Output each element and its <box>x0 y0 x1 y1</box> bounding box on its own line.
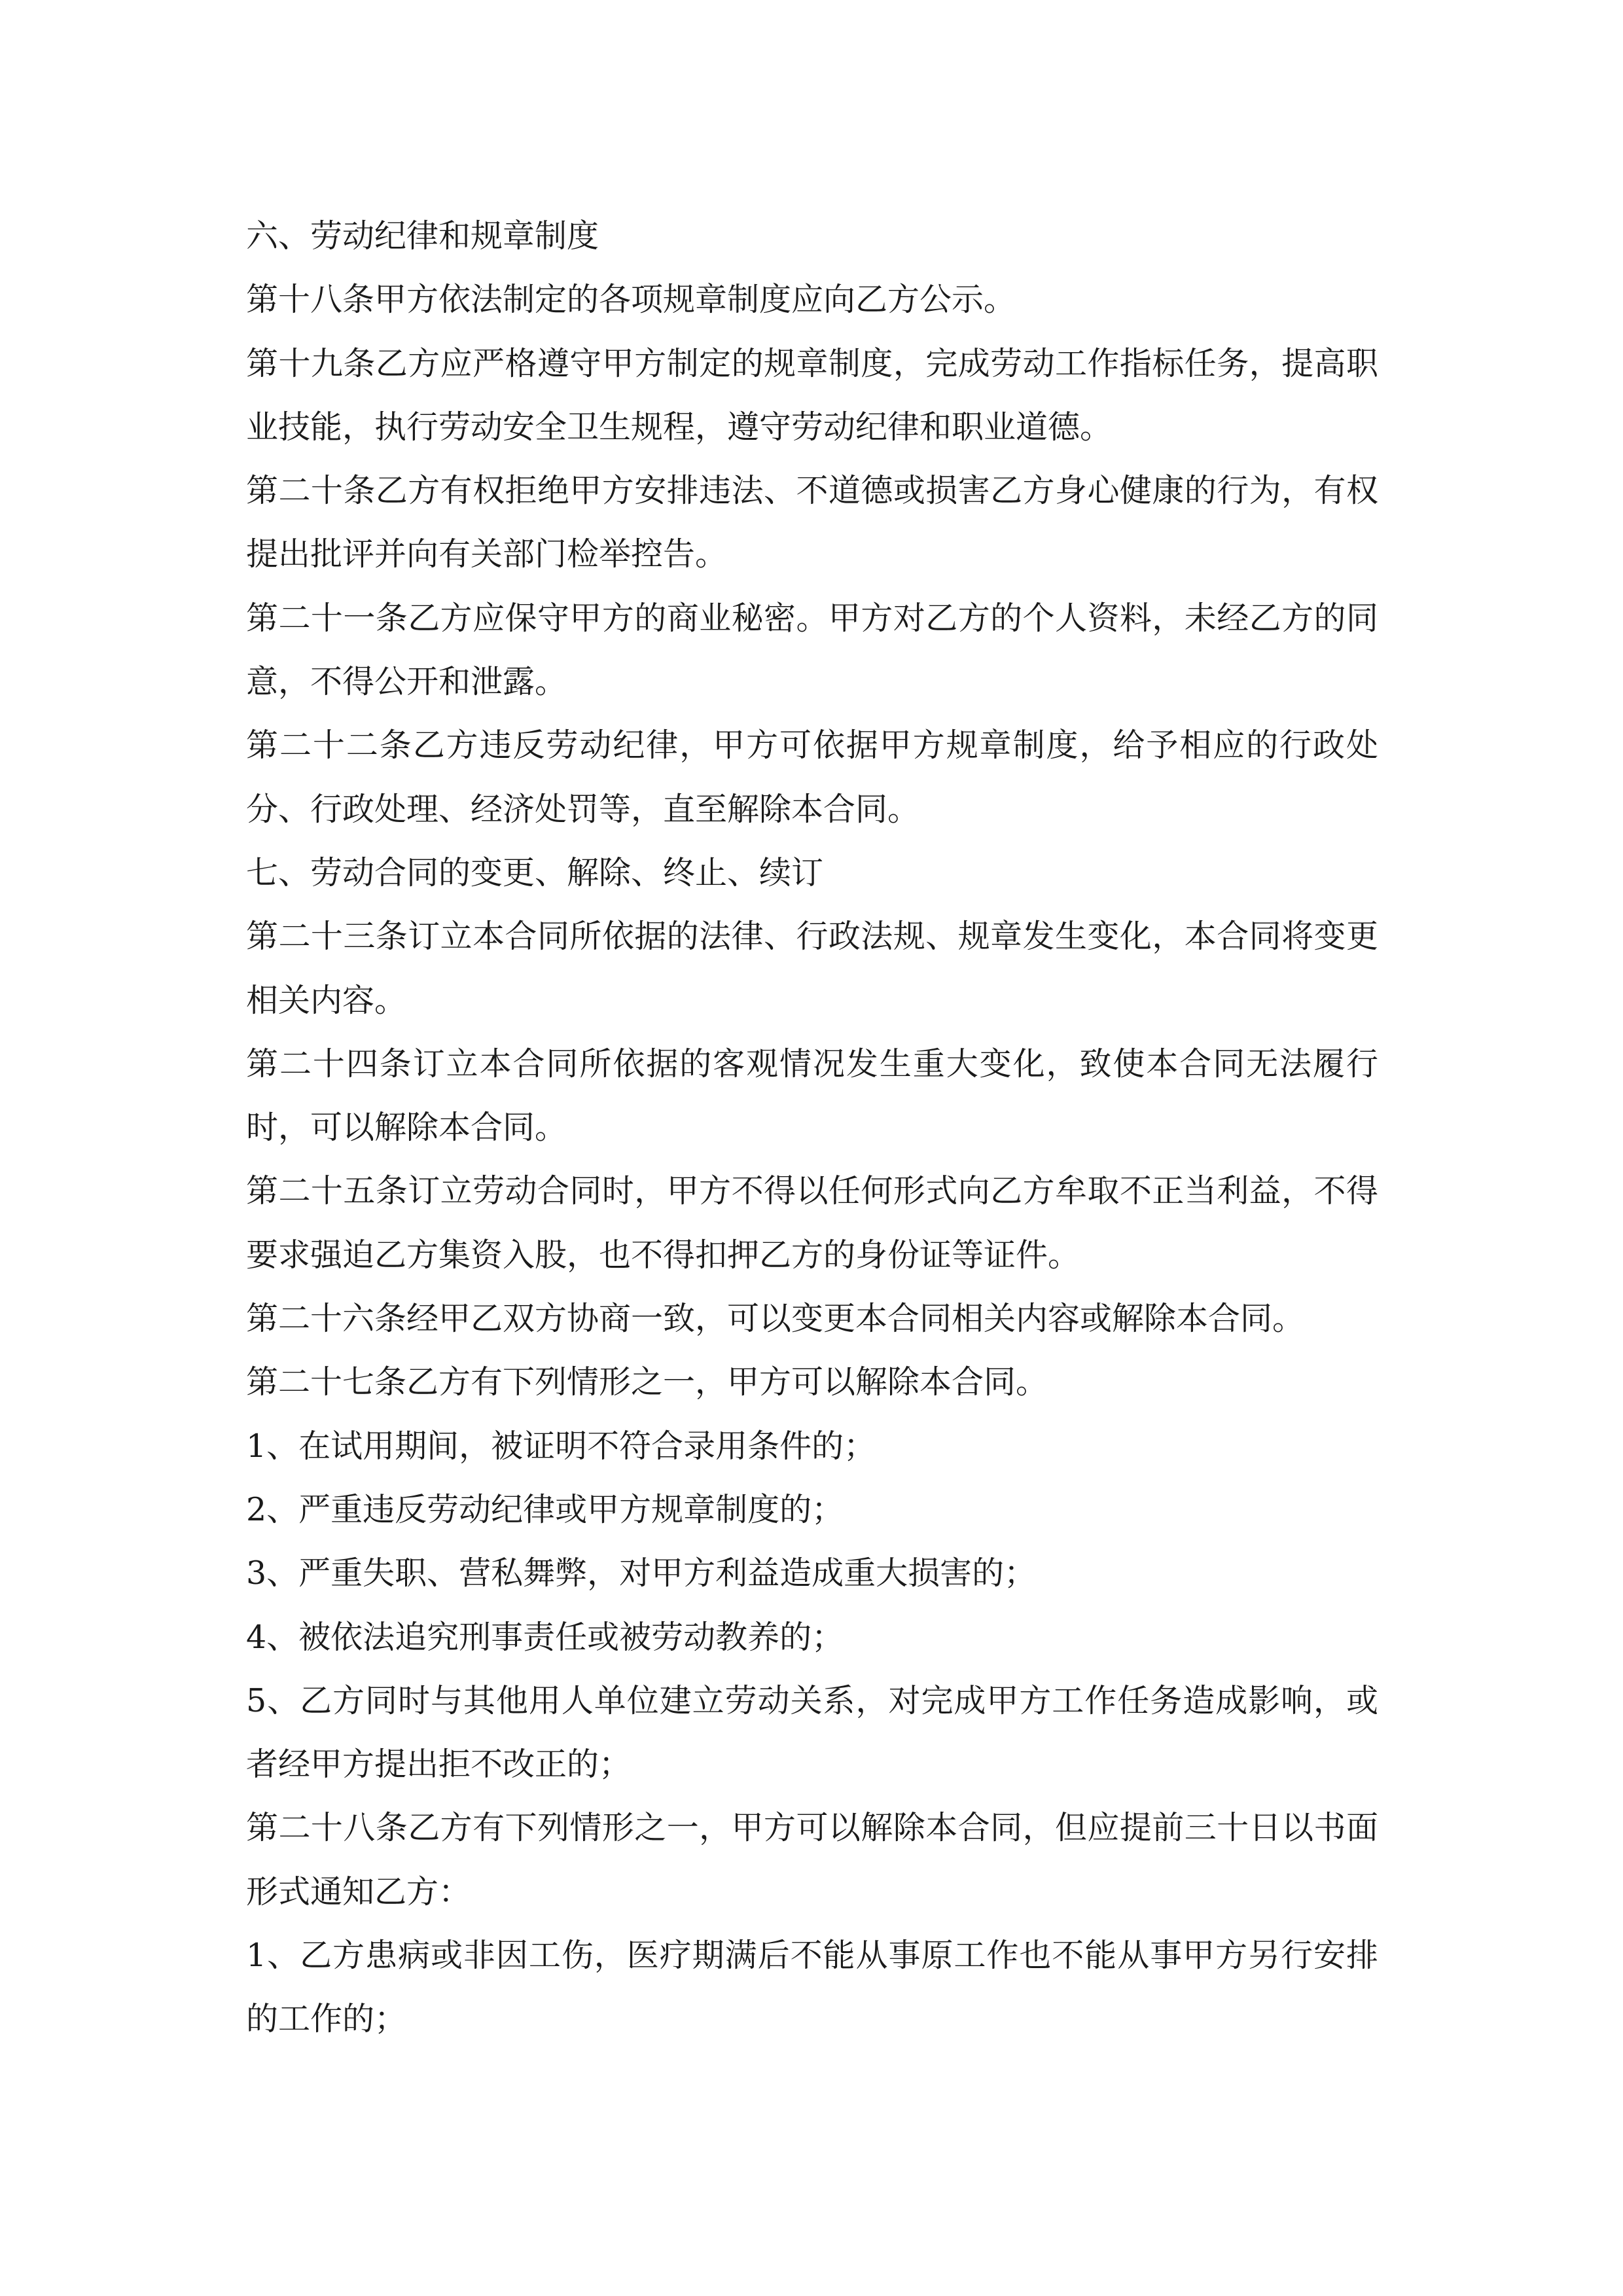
article-20: 第二十条乙方有权拒绝甲方安排违法、不道德或损害乙方身心健康的行为，有权提出批评并向有关部门检举控告。 <box>246 472 1378 573</box>
list-item: 5、乙方同时与其他用人单位建立劳动关系，对完成甲方工作任务造成影响，或者经甲方提出拒不改正的； <box>246 1681 1378 1784</box>
section-heading-seven: 七、劳动合同的变更、解除、终止、续订 <box>246 853 824 891</box>
article-24: 第二十四条订立本合同所依据的客观情况发生重大变化，致使本合同无法履行时，可以解除本合同。 <box>246 1045 1378 1147</box>
article-27: 第二十七条乙方有下列情形之一，甲方可以解除本合同。 <box>246 1363 1048 1401</box>
article-21: 第二十一条乙方应保守甲方的商业秘密。甲方对乙方的个人资料，未经乙方的同意，不得公开和泄露。 <box>246 599 1378 701</box>
article-25: 第二十五条订立劳动合同时，甲方不得以任何形式向乙方牟取不正当利益，不得要求强迫乙方集资入股，也不得扣押乙方的身份证等证件。 <box>246 1172 1378 1274</box>
article-22: 第二十二条乙方违反劳动纪律，甲方可依据甲方规章制度，给予相应的行政处分、行政处理、经济处罚等，直至解除本合同。 <box>246 726 1378 828</box>
article-18: 第十八条甲方依法制定的各项规章制度应向乙方公示。 <box>246 281 1016 319</box>
article-28: 第二十八条乙方有下列情形之一，甲方可以解除本合同，但应提前三十日以书面形式通知乙方： <box>246 1809 1378 1910</box>
list-item: 3、严重失职、营私舞弊，对甲方利益造成重大损害的； <box>246 1554 1037 1592</box>
list-item: 4、被依法追究刑事责任或被劳动教养的； <box>246 1618 844 1656</box>
article-23: 第二十三条订立本合同所依据的法律、行政法规、规章发生变化，本合同将变更相关内容。 <box>246 918 1378 1019</box>
article-26: 第二十六条经甲乙双方协商一致，可以变更本合同相关内容或解除本合同。 <box>246 1300 1305 1338</box>
section-heading-six: 六、劳动纪律和规章制度 <box>246 217 599 255</box>
list-item: 1、在试用期间，被证明不符合录用条件的； <box>246 1427 876 1465</box>
list-item: 1、乙方患病或非因工伤，医疗期满后不能从事原工作也不能从事甲方另行安排的工作的； <box>246 1937 1378 2038</box>
document-body <box>246 204 1378 2051</box>
list-item: 2、严重违反劳动纪律或甲方规章制度的； <box>246 1490 844 1528</box>
article-19: 第十九条乙方应严格遵守甲方制定的规章制度，完成劳动工作指标任务，提高职业技能，执行劳动安全卫生规程，遵守劳动纪律和职业道德。 <box>246 344 1378 446</box>
